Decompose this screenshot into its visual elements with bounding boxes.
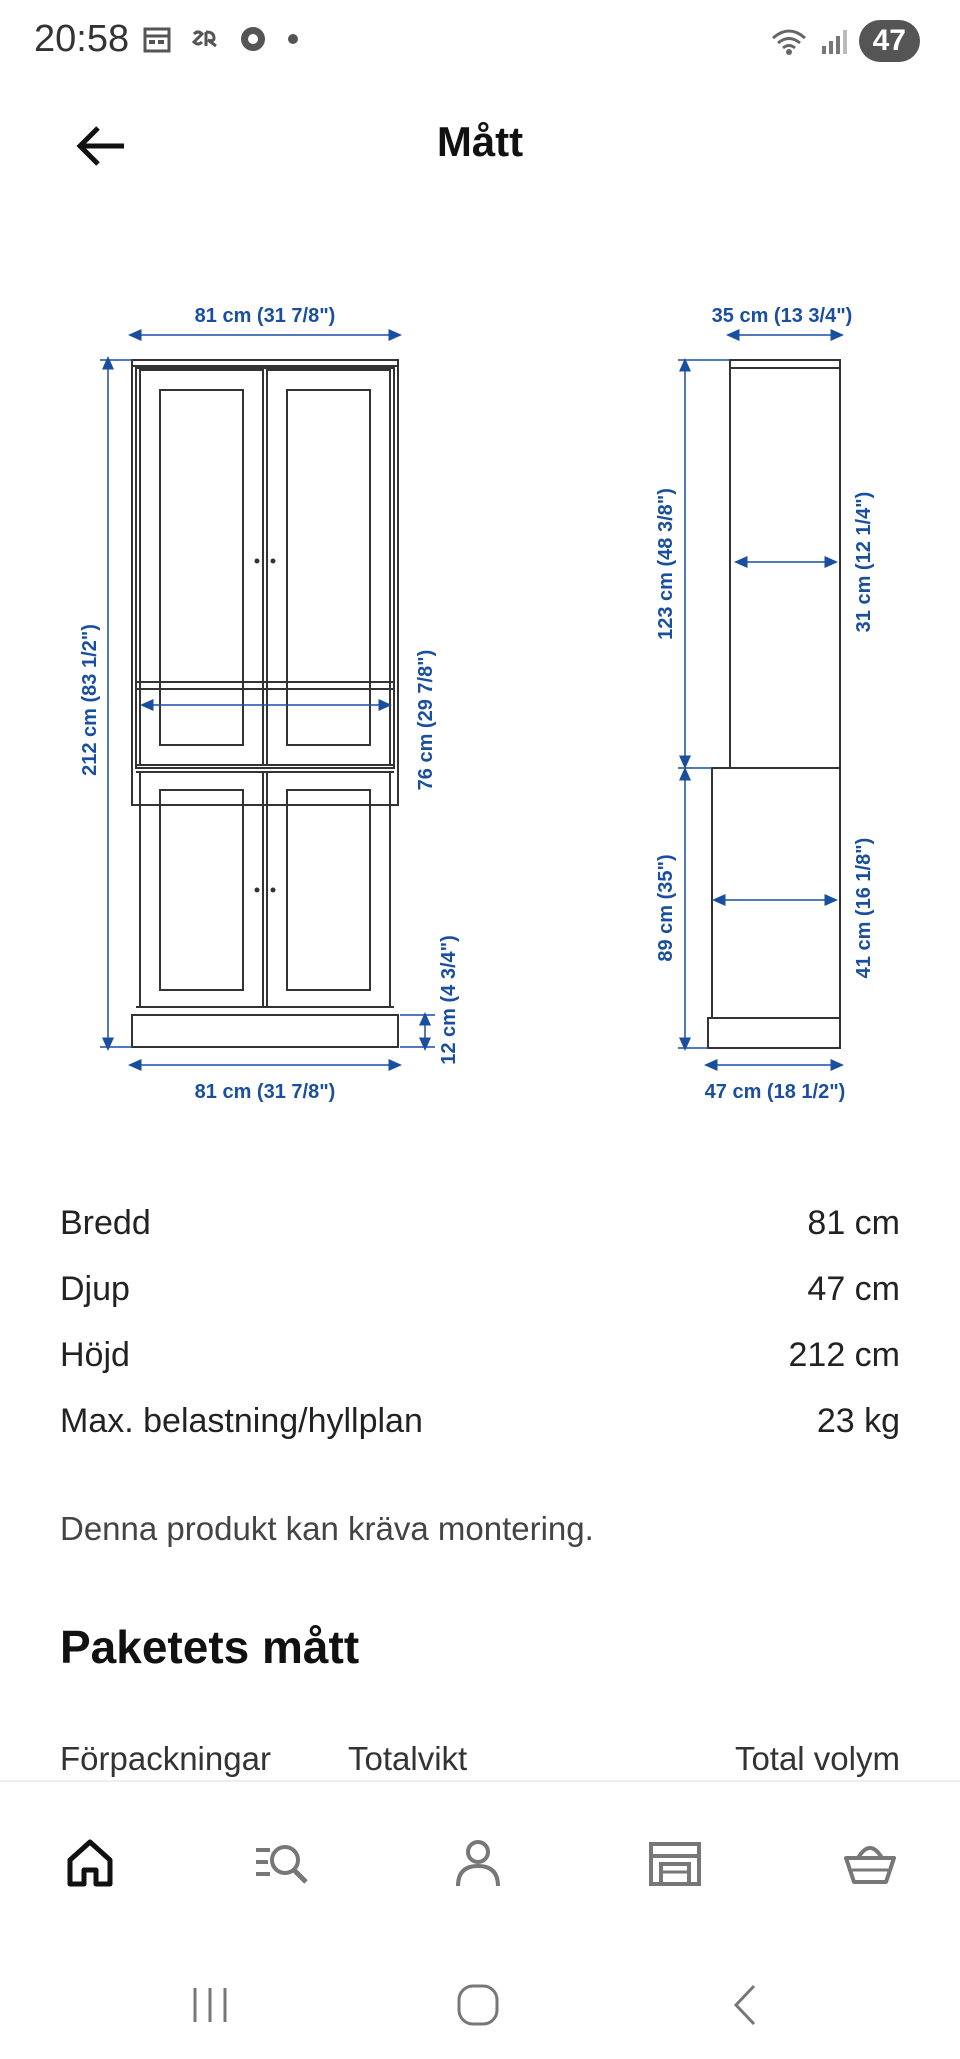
calendar-icon [142, 24, 172, 54]
page-title: Mått [436, 118, 524, 165]
front-width-top-label: 81 cm (31 7/8") [194, 305, 336, 327]
front-height-label: 212 cm (83 1/2") [79, 624, 101, 776]
package-heading: Paketets mått [60, 1621, 360, 1673]
system-nav-bar [0, 1940, 960, 2059]
status-time: 20:58 [34, 18, 130, 60]
nav-basket[interactable] [840, 1832, 900, 1892]
notification-dot-icon [286, 32, 300, 46]
system-home-button[interactable] [453, 1980, 503, 2030]
status-icons-left [142, 24, 300, 54]
dimension-spec-list [60, 1190, 900, 1454]
battery-indicator: 47 [859, 20, 920, 62]
side-depth-bottom-label: 47 cm (18 1/2") [704, 1081, 846, 1103]
spec-value: 47 cm [807, 1269, 900, 1308]
nav-search[interactable] [252, 1832, 312, 1892]
home-circle-icon [453, 1980, 503, 2030]
dimension-diagram [60, 280, 900, 1130]
status-icons-right [769, 20, 920, 62]
side-depth-top-label: 35 cm (13 3/4") [711, 305, 853, 327]
package-col-header: Total volym [734, 1740, 900, 1777]
spec-row [60, 1322, 900, 1388]
app-header [0, 90, 960, 200]
front-view-cabinet [132, 360, 398, 1047]
recent-apps-icon [185, 1980, 235, 2030]
spec-row [60, 1190, 900, 1256]
spec-label: Bredd [60, 1203, 151, 1242]
spec-value: 212 cm [788, 1335, 900, 1374]
door-knobs [255, 559, 276, 893]
back-chevron-icon [722, 1980, 772, 2030]
spec-label: Djup [60, 1269, 130, 1308]
nav-home[interactable] [60, 1832, 120, 1892]
side-view-cabinet [708, 360, 840, 1048]
front-width-bottom-label: 81 cm (31 7/8") [194, 1081, 336, 1103]
profile-icon [448, 1832, 508, 1892]
chrome-icon [238, 24, 268, 54]
nav-stores[interactable] [645, 1832, 705, 1892]
side-upper-inner-depth-label: 31 cm (12 1/4") [853, 491, 875, 633]
front-inner-width-label: 76 cm (29 7/8") [415, 649, 437, 791]
spec-label: Max. belastning/hyllplan [60, 1401, 423, 1440]
assembly-note: Denna produkt kan kräva montering. [60, 1510, 594, 1547]
nav-profile[interactable] [448, 1832, 508, 1892]
sr-app-icon [190, 24, 220, 54]
spec-label: Höjd [60, 1335, 130, 1374]
side-upper-height-label: 123 cm (48 3/8") [655, 488, 677, 640]
spec-value: 81 cm [807, 1203, 900, 1242]
system-back-button[interactable] [722, 1980, 772, 2030]
status-bar [0, 0, 960, 84]
package-col-header: Totalvikt [348, 1740, 468, 1777]
signal-icon [819, 26, 849, 56]
package-table-header [60, 1740, 900, 1780]
basket-icon [840, 1832, 900, 1892]
spec-row [60, 1256, 900, 1322]
package-col-header: Förpackningar [60, 1740, 271, 1777]
spec-value: 23 kg [816, 1401, 900, 1440]
recent-apps-button[interactable] [185, 1980, 235, 2030]
wifi-icon [769, 26, 809, 56]
spec-row [60, 1388, 900, 1454]
front-plinth-label: 12 cm (4 3/4") [438, 935, 460, 1065]
search-list-icon [252, 1832, 312, 1892]
bottom-nav [0, 1780, 960, 1942]
side-lower-inner-depth-label: 41 cm (16 1/8") [853, 837, 875, 979]
store-icon [645, 1832, 705, 1892]
home-icon [60, 1832, 120, 1892]
side-lower-height-label: 89 cm (35") [655, 854, 677, 962]
